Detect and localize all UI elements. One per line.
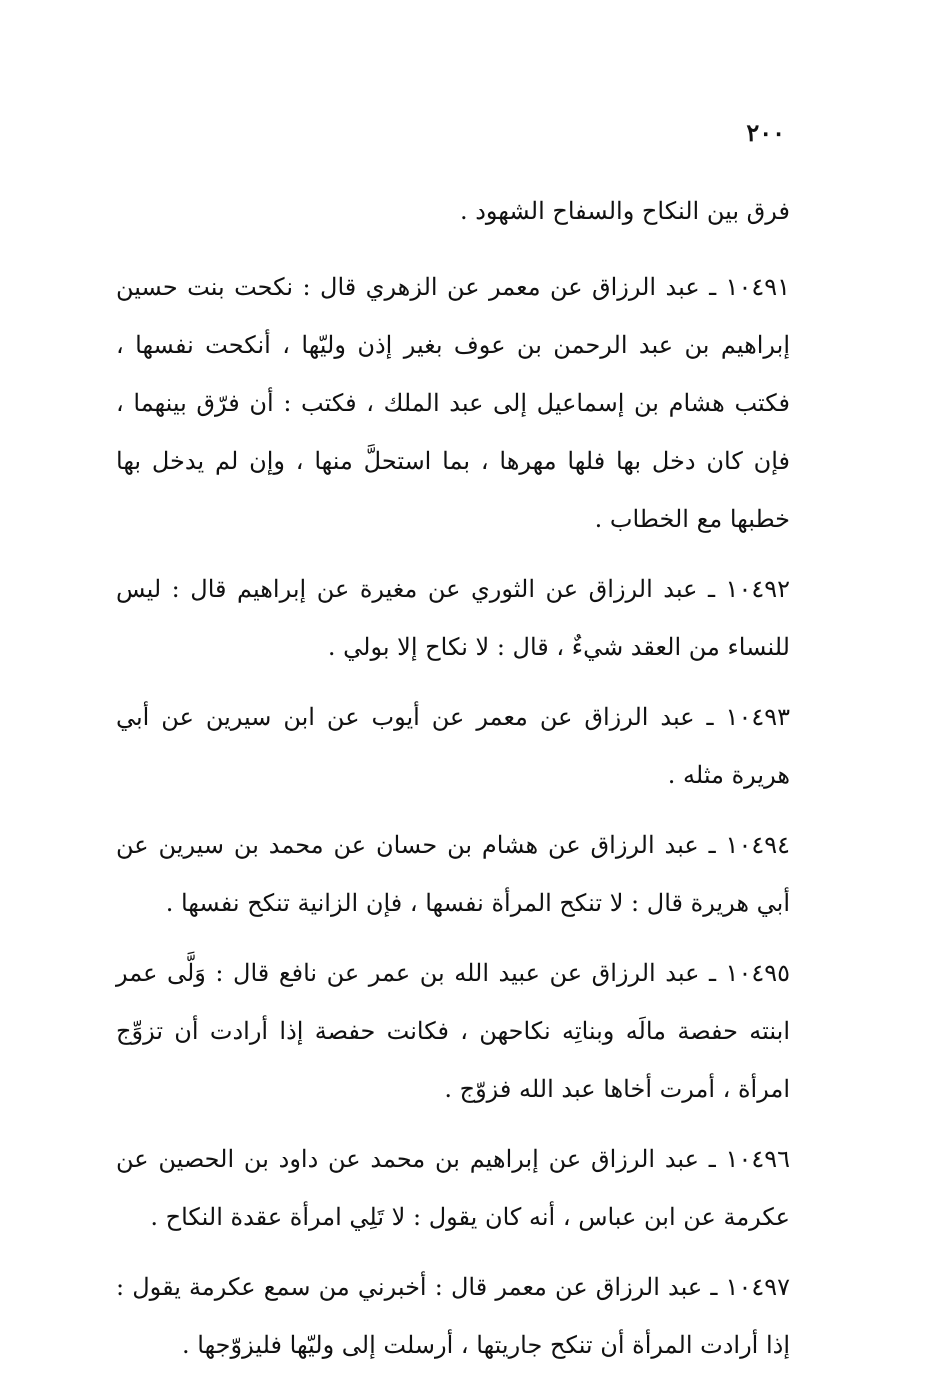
- hadith-10495: ١٠٤٩٥ ـ عبد الرزاق عن عبيد الله بن عمر عن نافع قال : وَلَّى عمر ابنته حفصة مالَه وبناتِه نكاحهن ، فكانت حفصة إذا أرادت أن تزوِّج امرأة ، أمرت أخاها عبد الله فزوّج .: [116, 959, 790, 1103]
- hadith-10496: ١٠٤٩٦ ـ عبد الرزاق عن إبراهيم بن محمد عن داود بن الحصين عن عكرمة عن ابن عباس ، أنه كان يقول : لا تَلِي امرأة عقدة النكاح .: [116, 1145, 790, 1231]
- page-number: ٢٠٠: [746, 118, 785, 147]
- hadith-10493: ١٠٤٩٣ ـ عبد الرزاق عن معمر عن أيوب عن ابن سيرين عن أبي هريرة مثله .: [116, 703, 790, 789]
- page-text: [116, 182, 790, 1386]
- hadith-10492: ١٠٤٩٢ ـ عبد الرزاق عن الثوري عن مغيرة عن إبراهيم قال : ليس للنساء من العقد شيءٌ ، قال : لا نكاح إلا بولي .: [116, 575, 790, 661]
- hadith-10494: ١٠٤٩٤ ـ عبد الرزاق عن هشام بن حسان عن محمد بن سيرين عن أبي هريرة قال : لا تنكح المرأة نفسها ، فإن الزانية تنكح نفسها .: [116, 831, 790, 917]
- intro-line: فرق بين النكاح والسفاح الشهود .: [459, 197, 790, 225]
- hadith-10491: ١٠٤٩١ ـ عبد الرزاق عن معمر عن الزهري قال : نكحت بنت حسين إبراهيم بن عبد الرحمن بن عوف بغير إذن وليّها ، أنكحت نفسها ، فكتب هشام بن إسماعيل إلى عبد الملك ، فكتب : أن فرّق بينهما ، فإن كان دخل بها فلها مهرها ، بما استحلَّ منها ، وإن لم يدخل بها خطبها مع الخطاب .: [116, 273, 790, 533]
- hadith-10497: ١٠٤٩٧ ـ عبد الرزاق عن معمر قال : أخبرني من سمع عكرمة يقول : إذا أرادت المرأة أن تنكح جاريتها ، أرسلت إلى وليّها فليزوّجها .: [116, 1273, 790, 1359]
